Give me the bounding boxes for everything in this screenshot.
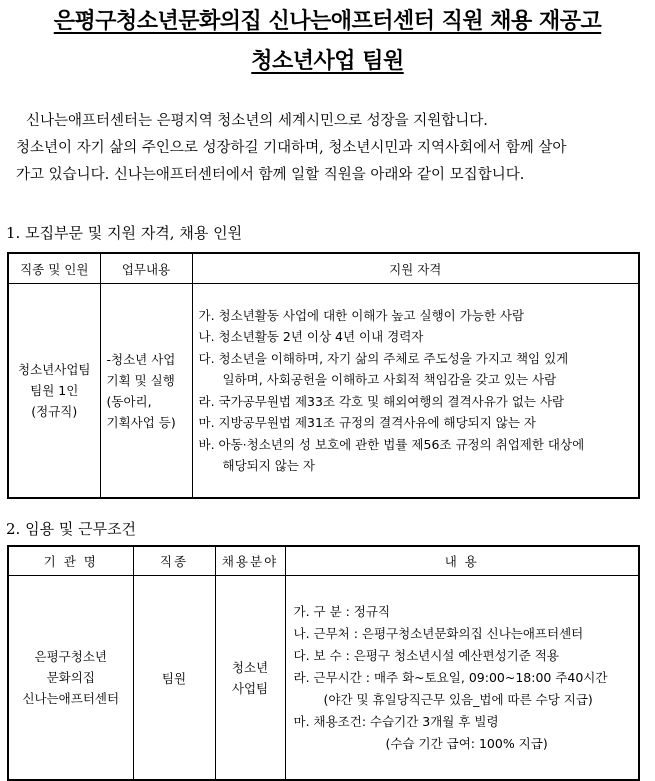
conditions-cell xyxy=(285,576,639,781)
intro-paragraph xyxy=(16,108,646,189)
qualification-item: 나. 청소년활동 2년 이상 4년 이내 경력자 xyxy=(198,329,424,344)
qualification-item: 해당되지 않는 자 xyxy=(222,458,315,473)
table-header-row xyxy=(8,546,639,576)
table-header-cell: 지원 자격 xyxy=(192,253,639,284)
table-header-row xyxy=(8,253,639,284)
document-title: 은평구청소년문화의집 신나는애프터센터 직원 채용 재공고 xyxy=(53,9,602,34)
condition-item: 라. 근무시간 : 매주 화~토요일, 09:00~18:00 주40시간 xyxy=(293,669,608,685)
field-line: 청소년 xyxy=(231,659,269,675)
org-line: 신나는애프터센터 xyxy=(22,691,120,706)
document-subtitle: 청소년사업 팀원 xyxy=(251,49,404,74)
position-line: (정규직) xyxy=(31,404,78,419)
recruitment-table xyxy=(7,252,640,499)
position-line: 팀원 1인 xyxy=(30,383,79,398)
condition-item: (야간 및 휴일당직근무 있음_법에 따른 수당 지급) xyxy=(323,691,593,707)
condition-item: 나. 근무처 : 은평구청소년문화의집 신나는애프터센터 xyxy=(293,625,584,641)
condition-item: 가. 구 분 : 정규직 xyxy=(293,603,391,619)
position-cell xyxy=(8,284,100,499)
duty-line: 기획 및 실행 xyxy=(106,372,175,388)
table-header-cell: 업무내용 xyxy=(100,253,192,284)
section-heading-recruitment: 1. 모집부문 및 지원 자격, 채용 인원 xyxy=(6,224,243,242)
table-header-cell: 직종 xyxy=(133,546,215,576)
table-header-cell: 기 관 명 xyxy=(8,546,133,576)
qualification-item: 바. 아동·청소년의 성 보호에 관한 법률 제56조 규정의 취업제한 대상에 xyxy=(198,436,585,452)
duties-cell xyxy=(100,284,192,499)
intro-line: 청소년이 자기 삶의 주인으로 성장하길 기대하며, 청소년시민과 지역사회에서 함께 살아 xyxy=(16,140,567,156)
table-header-cell: 내 용 xyxy=(285,546,639,576)
qualification-item: 라. 국가공무원법 제33조 각호 및 해외여행의 결격사유가 없는 사람 xyxy=(198,393,565,409)
table-row xyxy=(8,576,639,781)
field-cell xyxy=(215,576,285,781)
qualification-item: 마. 지방공무원법 제31조 규정의 결격사유에 해당되지 않는 자 xyxy=(198,415,536,430)
condition-item: 다. 보 수 : 은평구 청소년시설 예산편성기준 적용 xyxy=(293,647,559,663)
org-line: 문화의집 xyxy=(46,670,95,685)
condition-item: 마. 채용조건: 수습기간 3개월 후 빌령 xyxy=(293,713,499,729)
table-row xyxy=(8,284,639,499)
condition-item: (수습 기간 급여: 100% 지급) xyxy=(385,735,548,751)
duty-line: 기획사업 등) xyxy=(106,414,176,430)
section-heading-conditions: 2. 임용 및 근무조건 xyxy=(6,520,137,538)
table-header-cell: 채용분야 xyxy=(215,546,285,576)
qualification-item: 가. 청소년활동 사업에 대한 이해가 높고 실행이 가능한 사람 xyxy=(198,307,525,323)
conditions-table xyxy=(7,545,640,781)
intro-line: 신나는애프터센터는 은평지역 청소년의 세계시민으로 성장을 지원합니다. xyxy=(26,113,488,129)
field-line: 사업팀 xyxy=(231,680,269,696)
qualification-item: 다. 청소년을 이해하며, 자기 삶의 주체로 주도성을 가지고 책임 있게 xyxy=(198,350,569,366)
duty-line: -청소년 사업 xyxy=(106,351,176,367)
duty-line: (동아리, xyxy=(106,393,152,409)
intro-line: 가고 있습니다. 신나는애프터센터에서 함께 일할 직원을 아래와 같이 모집합니다. xyxy=(16,167,525,183)
qualification-item: 일하며, 사회공헌을 이해하고 사회적 책임감을 갖고 있는 사람 xyxy=(222,372,557,387)
table-header-cell: 직종 및 인원 xyxy=(8,253,100,284)
org-line: 은평구청소년 xyxy=(34,649,107,664)
organization-cell xyxy=(8,576,133,781)
job-cell: 팀원 xyxy=(133,576,215,781)
position-line: 청소년사업팀 xyxy=(18,362,91,377)
qualifications-cell xyxy=(192,284,639,499)
